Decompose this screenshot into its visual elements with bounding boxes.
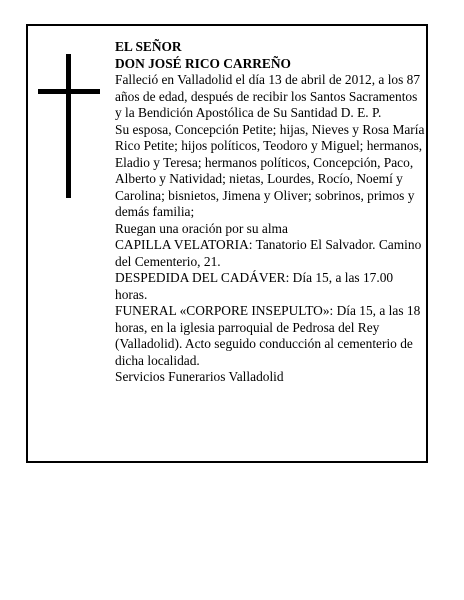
notice-paragraph-death: Falleció en Valladolid el día 13 de abril de 2012, a los 87 años de edad, después de recibir los Santos Sacramentos y la Bendición Apostólica de Su Santidad D. E. P. xyxy=(115,72,421,120)
notice-paragraph-chapel: CAPILLA VELATORIA: Tanatorio El Salvador. Camino del Cementerio, 21. xyxy=(115,237,422,269)
notice-paragraph-prayer: Ruegan una oración por su alma xyxy=(115,220,288,236)
notice-title-line1: EL SEÑOR xyxy=(115,39,182,54)
cross-vertical-bar xyxy=(66,54,71,198)
cross-horizontal-bar xyxy=(38,89,100,94)
obituary-notice xyxy=(26,24,428,463)
notice-paragraph-family: Su esposa, Concepción Petite; hijas, Nieves y Rosa María Rico Petite; hijos políticos, Teodoro y Miguel; hermanos, Eladio y Teresa; hermanos políticos, Concepción, Paco, Alberto y Natividad; nietas, Lourdes, Rocío, Noemí y Carolina; bisnietos, Jimena y Oliver; sobrinos, primos y demás familia; xyxy=(115,121,425,219)
cross-icon xyxy=(38,54,100,198)
notice-paragraph-services: Servicios Funerarios Valladolid xyxy=(115,369,284,384)
notice-title-line2: DON JOSÉ RICO CARREÑO xyxy=(115,55,291,71)
notice-text xyxy=(115,39,427,386)
notice-paragraph-farewell: DESPEDIDA DEL CADÁVER: Día 15, a las 17.00 horas. xyxy=(115,270,394,302)
notice-paragraph-funeral: FUNERAL «CORPORE INSEPULTO»: Día 15, a las 18 horas, en la iglesia parroquial de Pedrosa del Rey (Valladolid). Acto seguido conducción al cementerio de dicha localidad. xyxy=(115,303,421,368)
